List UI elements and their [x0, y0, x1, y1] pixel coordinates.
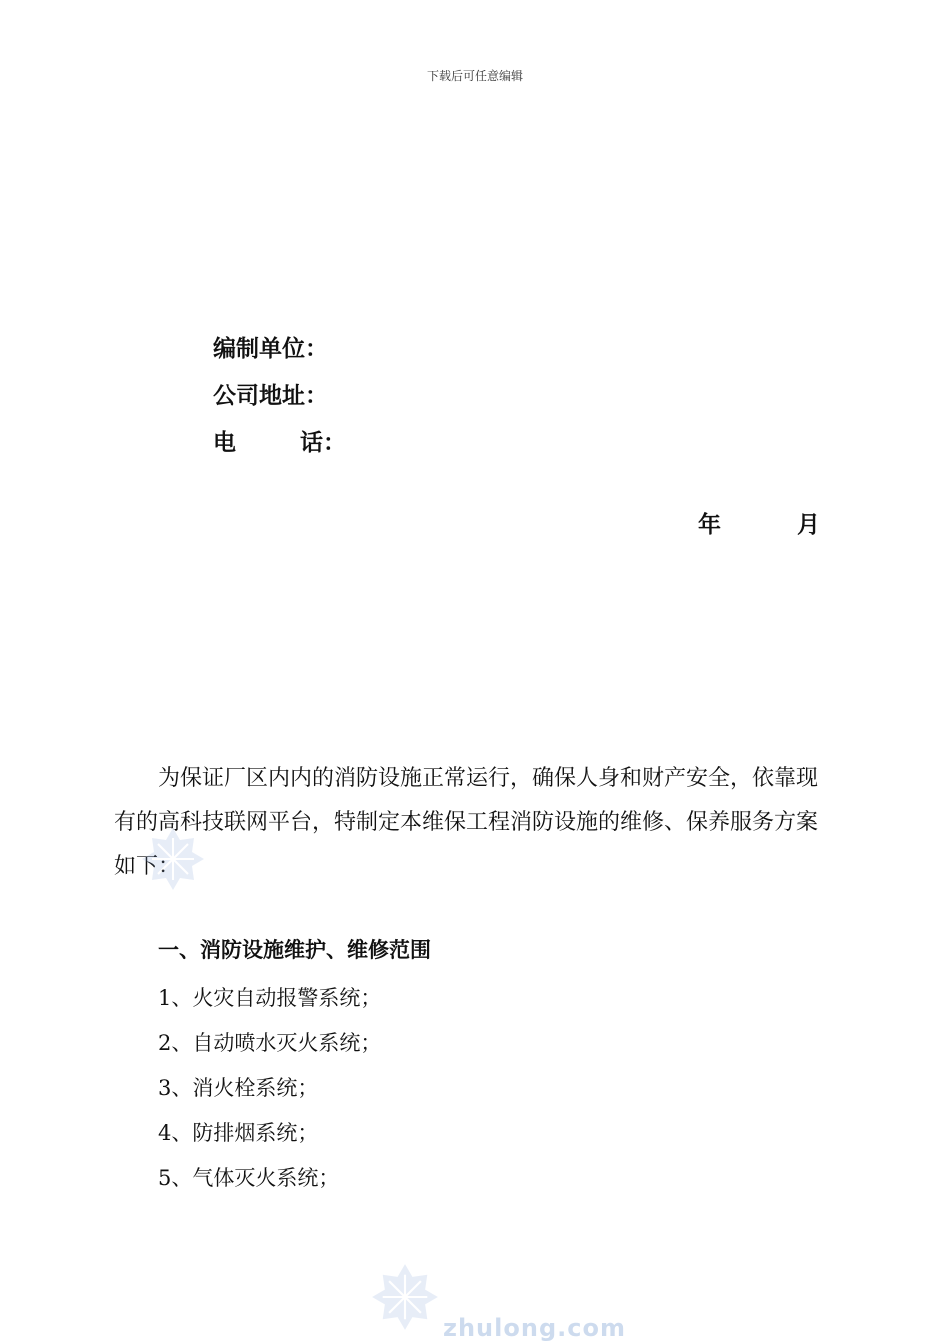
list-item: 4、防排烟系统；: [158, 1121, 319, 1145]
compiling-unit-label: 编制单位：: [213, 336, 328, 362]
list-item: 3、消火栓系统；: [158, 1076, 319, 1100]
snowflake-logo-icon: [370, 1262, 440, 1332]
date-line: [698, 506, 820, 539]
list-item: 1、火灾自动报警系统；: [158, 986, 382, 1010]
year-label: 年: [698, 512, 721, 538]
section-title: 一、消防设施维护、维修范围: [158, 938, 431, 962]
scope-list: [158, 976, 381, 1201]
list-item: 5、气体灭火系统；: [158, 1166, 340, 1190]
watermark-text: zhulong.com: [443, 1314, 626, 1342]
snowflake-logo-icon: [140, 826, 206, 892]
intro-paragraph: 为保证厂区内内的消防设施正常运行，确保人身和财产安全，依靠现有的高科技联网平台，特制定本维保工程消防设施的维修、保养服务方案如下：: [114, 766, 819, 879]
phone-label: 电 话：: [213, 430, 347, 456]
list-item: 2、自动喷水灭火系统；: [158, 1031, 382, 1055]
header-note: 下载后可任意编辑: [426, 69, 523, 83]
company-info-block: [213, 326, 346, 467]
month-label: 月: [797, 512, 820, 538]
company-address-label: 公司地址：: [213, 383, 328, 409]
